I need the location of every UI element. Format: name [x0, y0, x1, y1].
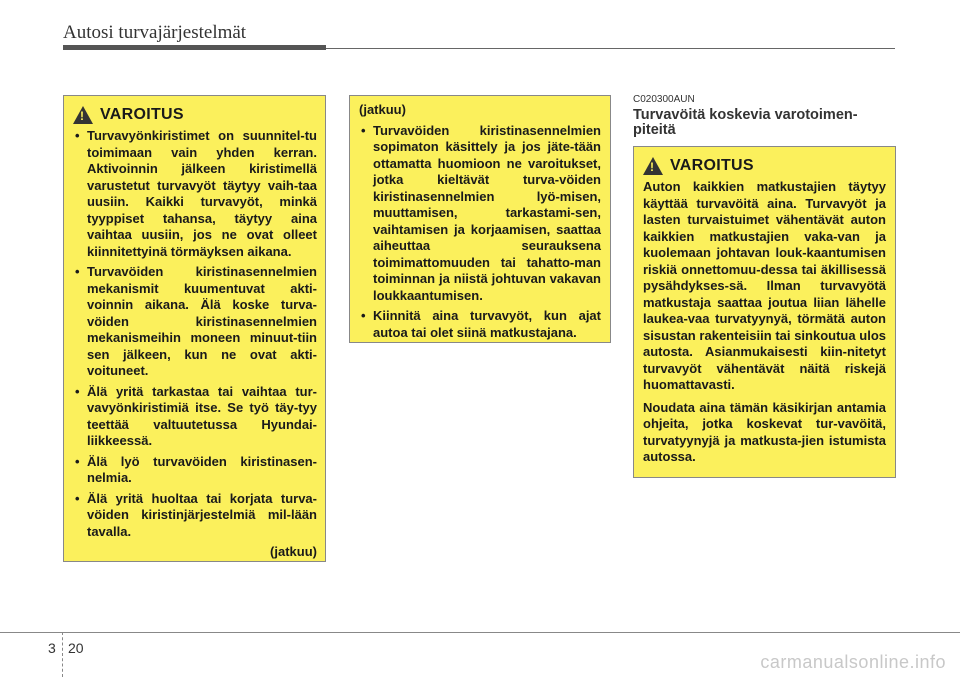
- list-item: • Älä lyö turvavöiden kiristinasen-nelmia.: [73, 454, 317, 487]
- warning-box-1: [63, 95, 326, 562]
- list-item: • Kiinnitä aina turvavyöt, kun ajat autoa tai olet siinä matkustajana.: [359, 308, 601, 341]
- list-item: • Älä yritä tarkastaa tai vaihtaa tur-vavyönkiristimiä itse. Se työ täy-tyy teettää valtuutetussa Hyundai-liikkeessä.: [73, 384, 317, 450]
- warning-triangle-icon: !: [643, 157, 663, 175]
- header-rule-thick: [63, 45, 326, 50]
- list-item: • Turvavöiden kiristinasennelmien mekanismit kuumentuvat akti-voinnin aikana. Älä koske turva-vöiden kiristinasennelmien mekanismeihin moneen minuut-tiin sen jälkeen, kun ne ovat akti-voituneet.: [73, 264, 317, 380]
- section-title: Turvavöitä koskevia varotoimen-piteitä: [633, 107, 858, 138]
- list-item: • Älä yritä huoltaa tai korjata turva-vöiden kiristinjärjestelmiä mil-lään tavalla.: [73, 491, 317, 541]
- footer-divider: [62, 632, 63, 677]
- continued-label: (jatkuu): [270, 544, 317, 559]
- continued-label: (jatkuu): [359, 102, 406, 117]
- footer-rule: [0, 632, 960, 633]
- header-title: Autosi turvajärjestelmät: [63, 22, 247, 43]
- warning-list: [359, 123, 601, 342]
- warning-paragraph: Auton kaikkien matkustajien täytyy käyttää turvavöitä aina. Turvavyöt ja lasten turvaistuimet vähentävät auton kaikkien matkustajien vaka-van ja kuolemaan johtavan louk-kaantumisen riskiä onnettomuu-dessa tai äkillisessä pysähdykses-sä. Ilman turvavyötä matkustaja saattaa joutua liian lähelle laukea-vaa turvatyynyä, törmätä auton sisustan rakenteisiin tai sinkoutua ulos autosta. Asianmukaisesti kiin-nitetyt turvavyöt vähentävät näitä riskejä huomattavasti.: [643, 179, 886, 392]
- section-code: C020300AUN: [633, 94, 695, 105]
- chapter-number: 3: [48, 640, 56, 656]
- watermark: carmanualsonline.info: [760, 652, 946, 672]
- warning-paragraph: Noudata aina tämän käsikirjan antamia ohjeita, jotka koskevat tur-vavöitä, turvatyynyjä ja matkusta-jien istumista autossa.: [643, 399, 886, 464]
- warning-box-3: [633, 146, 896, 478]
- warning-header: [73, 106, 317, 124]
- list-item: • Turvavyönkiristimet on suunnitel-tu toimimaan vain yhden kerran. Aktivoinnin jälkeen kiristimellä varustetut turvavyöt täytyy vaih-taa uusiin. Kaikki turvavyöt, minkä tyyppiset tahansa, täytyy aina vaihtaa uusiin, jos ne ovat olleet kiinnitettyinä törmäyksen aikana.: [73, 128, 317, 260]
- header-rule-thin: [326, 48, 895, 49]
- warning-header: [643, 157, 886, 175]
- page-number: 20: [68, 640, 84, 656]
- warning-title: VAROITUS: [100, 105, 184, 123]
- warning-title: VAROITUS: [670, 156, 754, 174]
- list-item: • Turvavöiden kiristinasennelmien sopimaton käsittely ja jos jäte-tään ottamatta huomioon ne varoitukset, jotka kieltävät turva-vöiden kiristinasennelmien lyö-misen, muuttamisen, tarkastami-sen, vaihtamisen ja korjaamisen, saattaa aiheuttaa seurauksena toimimattomuuden tai tahatto-man toiminnan ja niistä johtuvan vakavan loukkaantumisen.: [359, 123, 601, 305]
- warning-box-2: [349, 95, 611, 343]
- warning-triangle-icon: !: [73, 106, 93, 124]
- warning-list: [73, 128, 317, 540]
